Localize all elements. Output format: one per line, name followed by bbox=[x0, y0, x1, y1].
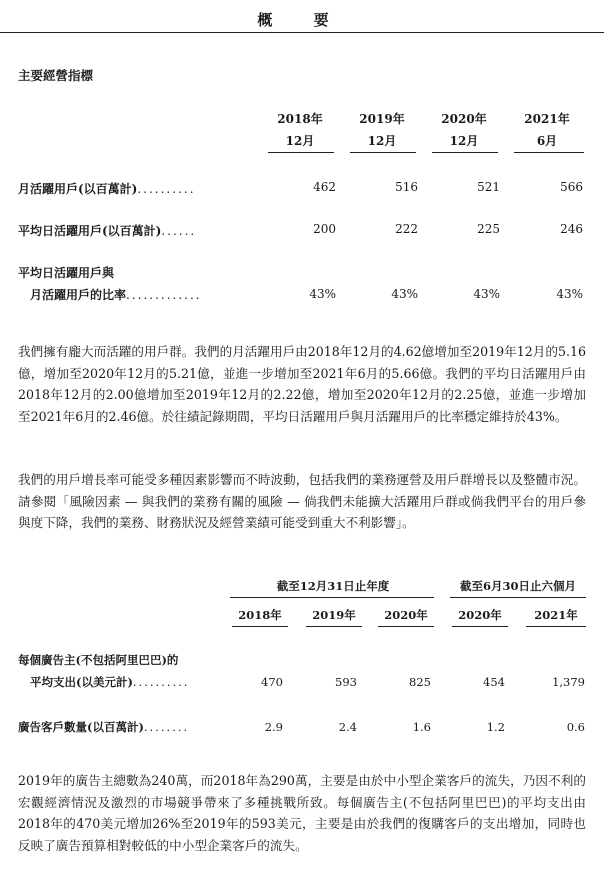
paragraph: 我們的用戶增長率可能受多種因素影響而不時波動，包括我們的業務運營及用戶群增長以及整體市況。請參閱「風險因素 — 與我們的業務有關的風險 — 倘我們未能擴大活躍用戶群或倘我們平台的用戶參與度下降，我們的業務、財務狀況及經營業績可能受到重大不利影響」。 bbox=[18, 472, 586, 530]
cell-value: 521 bbox=[477, 180, 500, 194]
t1-col-3-year: 2020年 bbox=[441, 112, 487, 126]
leader-dots: ............. bbox=[126, 288, 202, 302]
t1-col-2 bbox=[352, 108, 412, 152]
cell-value: 225 bbox=[477, 222, 500, 236]
t2-year-underline bbox=[526, 626, 586, 627]
cell-value: 43% bbox=[556, 287, 583, 301]
t1-col-3-underline bbox=[432, 152, 498, 153]
leader-dots: .......... bbox=[132, 675, 190, 689]
cell-value: 2.9 bbox=[264, 720, 283, 734]
section-heading: 主要經營指標 bbox=[18, 68, 94, 83]
t2-group-2: 截至6月30日止六個月 bbox=[459, 579, 576, 593]
t2-year-underline bbox=[378, 626, 434, 627]
row-label-line1: 平均日活躍用戶與 bbox=[18, 266, 115, 280]
t2-year: 2021年 bbox=[534, 608, 578, 622]
t2-year-underline bbox=[452, 626, 508, 627]
t1-col-2-underline bbox=[350, 152, 416, 153]
t1-col-4-year: 2021年 bbox=[524, 112, 570, 126]
t1-col-2-year: 2019年 bbox=[359, 112, 405, 126]
t2-group-1: 截至12月31日止年度 bbox=[276, 579, 390, 593]
row-label-text: 月活躍用戶(以百萬計) bbox=[18, 182, 138, 196]
cell-value: 566 bbox=[560, 180, 583, 194]
t1-col-4 bbox=[517, 108, 577, 152]
t2-group-2-underline bbox=[450, 597, 586, 598]
cell-value: 470 bbox=[261, 675, 283, 689]
cell-value: 825 bbox=[409, 675, 431, 689]
cell-value: 43% bbox=[391, 287, 418, 301]
cell-value: 43% bbox=[473, 287, 500, 301]
t1-col-2-month: 12月 bbox=[367, 134, 397, 148]
cell-value: 0.6 bbox=[566, 720, 585, 734]
t1-col-4-underline bbox=[514, 152, 584, 153]
cell-value: 246 bbox=[560, 222, 583, 236]
leader-dots: ...... bbox=[161, 224, 197, 238]
row-label-text: 平均日活躍用戶(以百萬計) bbox=[18, 224, 162, 238]
row-label-line1: 每個廣告主(不包括阿里巴巴)的 bbox=[18, 653, 179, 667]
row-label-text: 廣告客戶數量(以百萬計) bbox=[18, 720, 144, 734]
cell-value: 222 bbox=[395, 222, 418, 236]
cell-value: 454 bbox=[483, 675, 505, 689]
t2-year: 2018年 bbox=[238, 608, 282, 622]
t1-col-1-year: 2018年 bbox=[277, 112, 323, 126]
cell-value: 516 bbox=[395, 180, 418, 194]
cell-value: 1.6 bbox=[412, 720, 431, 734]
t2-year: 2020年 bbox=[384, 608, 428, 622]
paragraph: 我們擁有龐大而活躍的用戶群。我們的月活躍用戶由2018年12月的4.62億增加至2019年12月的5.16億，增加至2020年12月的5.21億，並進一步增加至2021年6月的5.66億。我們的平均日活躍用戶由2018年12月的2.00億增加至2019年12月的2.22億，增加至2020年12月的2.25億，並進一步增加至2021年6月的2.46億。於往績記錄期間，平均日活躍用戶與月活躍用戶的比率穩定維持於43%。 bbox=[18, 344, 586, 424]
t1-col-3 bbox=[434, 108, 494, 152]
t1-col-3-month: 12月 bbox=[449, 134, 479, 148]
t1-col-1 bbox=[270, 108, 330, 152]
paragraph: 2019年的廣告主總數為240萬，而2018年為290萬，主要是由於中小型企業客戶的流失，乃因不利的宏觀經濟情況及激烈的市場競爭帶來了多種挑戰所致。每個廣告主(不包括阿里巴巴)的平均支出由2018年的470美元增加26%至2019年的593美元，主要是由於我們的復購客戶的支出增加，同時也反映了廣告預算相對較低的中小型企業客戶的流失。 bbox=[18, 773, 586, 853]
row-label bbox=[18, 719, 189, 735]
cell-value: 2.4 bbox=[338, 720, 357, 734]
row-label-text: 平均支出(以美元計) bbox=[30, 675, 133, 689]
cell-value: 43% bbox=[309, 287, 336, 301]
cell-value: 1,379 bbox=[552, 675, 585, 689]
t1-col-4-month: 6月 bbox=[536, 134, 558, 148]
row-label bbox=[18, 180, 196, 197]
leader-dots: ........ bbox=[143, 720, 190, 734]
row-label bbox=[18, 222, 196, 239]
cell-value: 462 bbox=[313, 180, 336, 194]
row-label-line2 bbox=[30, 674, 189, 690]
t1-col-1-underline bbox=[268, 152, 334, 153]
t2-group-1-underline bbox=[230, 597, 434, 598]
header-rule bbox=[0, 32, 604, 33]
leader-dots: .......... bbox=[137, 182, 196, 196]
t2-year-underline bbox=[306, 626, 362, 627]
page-title: 概 要 bbox=[257, 11, 347, 29]
t1-col-1-month: 12月 bbox=[285, 134, 315, 148]
cell-value: 593 bbox=[335, 675, 357, 689]
row-label-text: 月活躍用戶的比率 bbox=[30, 288, 127, 302]
cell-value: 1.2 bbox=[486, 720, 505, 734]
t2-year: 2020年 bbox=[458, 608, 502, 622]
t2-year: 2019年 bbox=[312, 608, 356, 622]
cell-value: 200 bbox=[313, 222, 336, 236]
t2-year-underline bbox=[232, 626, 288, 627]
row-label-line2 bbox=[30, 286, 202, 303]
